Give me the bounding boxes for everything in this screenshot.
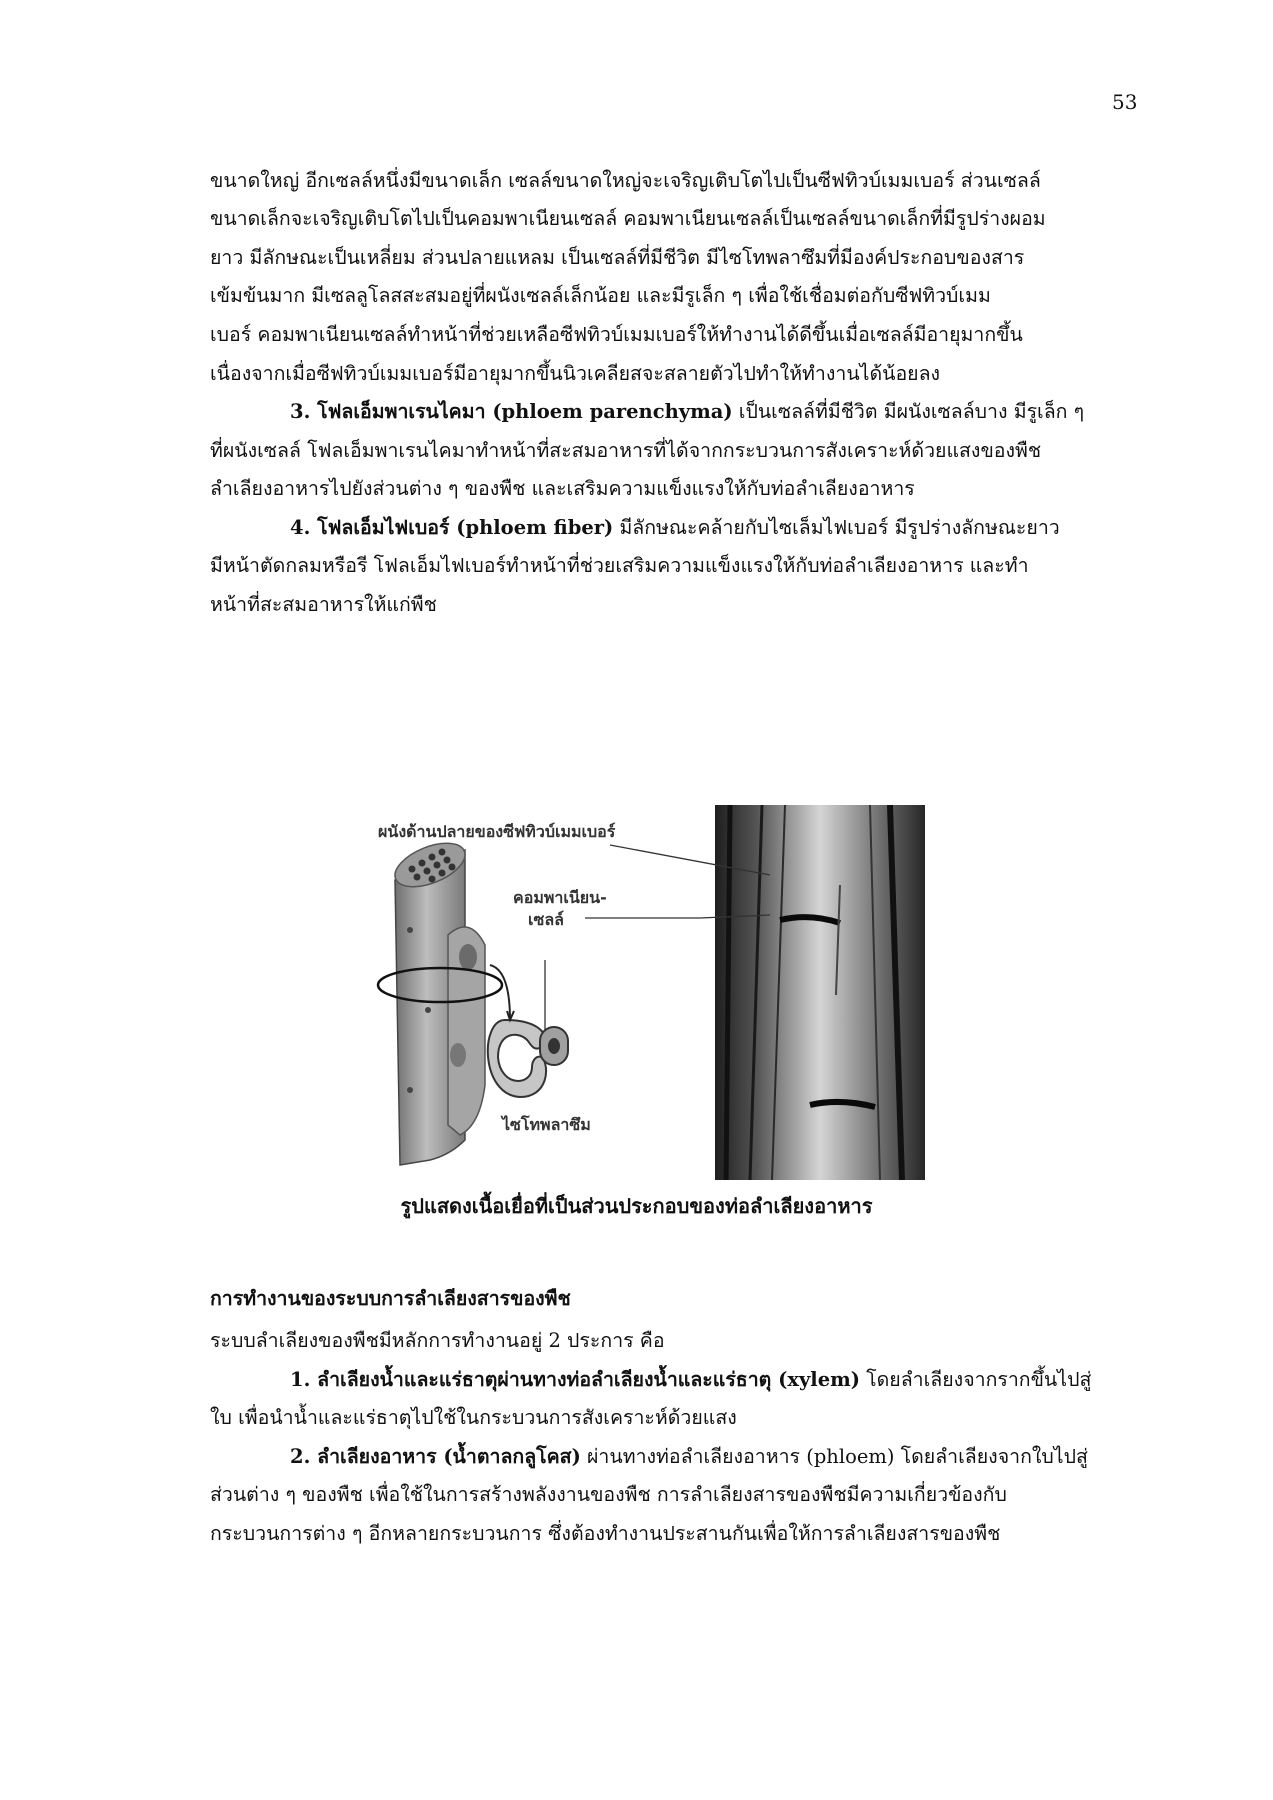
para1-line: ขนาดเล็กจะเจริญเติบโตไปเป็นคอมพาเนียนเซลล์ คอมพาเนียนเซลล์เป็นเซลล์ขนาดเล็กที่มีรูปร่างผอม	[210, 207, 1046, 230]
label-end-wall: ผนังด้านปลายของซีฟทิวบ์เมมเบอร์	[378, 822, 616, 841]
page-number: 53	[1112, 90, 1138, 114]
item3-line: ที่ผนังเซลล์ โฟลเอ็มพาเรนไคมาทำหน้าที่สะสมอาหารที่ได้จากกระบวนการสังเคราะห์ด้วยแสงของพืช	[210, 439, 1042, 462]
label-companion-cell-line1: คอมพาเนียน-	[513, 888, 607, 907]
point1-first-line	[290, 1361, 1130, 1399]
item4-first-line	[290, 509, 1130, 547]
item3-title: 3. โฟลเอ็มพาเรนไคมา (phloem parenchyma)	[290, 400, 733, 423]
item3-line: ลำเลียงอาหารไปยังส่วนต่าง ๆ ของพืช และเสริมความแข็งแรงให้กับท่อลำเลียงอาหาร	[210, 477, 915, 500]
point2-line: ส่วนต่าง ๆ ของพืช เพื่อใช้ในการสร้างพลังงานของพืช การลำเลียงสารของพืชมีความเกี่ยวข้องกับ	[210, 1483, 1007, 1506]
point2-first-line	[290, 1438, 1130, 1476]
label-cytoplasm: ไซโทพลาซึม	[502, 1115, 591, 1134]
point2-text: ผ่านทางท่อลำเลียงอาหาร (phloem) โดยลำเลียงจากใบไปสู่	[580, 1445, 1088, 1468]
item4-line: มีหน้าตัดกลมหรือรี โฟลเอ็มไฟเบอร์ทำหน้าที่ช่วยเสริมความแข็งแรงให้กับท่อลำเลียงอาหาร และทำ	[210, 554, 1029, 577]
intro-text: ระบบลำเลียงของพืชมีหลักการทำงานอยู่ 2 ประการ คือ	[210, 1329, 665, 1352]
point2-line: กระบวนการต่าง ๆ อีกหลายกระบวนการ ซึ่งต้องทำงานประสานกันเพื่อให้การลำเลียงสารของพืช	[210, 1522, 1001, 1545]
item3-first-line	[290, 393, 1130, 431]
item4-text: มีลักษณะคล้ายกับไซเล็มไฟเบอร์ มีรูปร่างลักษณะยาว	[613, 516, 1060, 539]
para1-line: เข้มข้นมาก มีเซลลูโลสสะสมอยู่ที่ผนังเซลล์เล็กน้อย และมีรูเล็ก ๆ เพื่อใช้เชื่อมต่อกับซีฟทิวบ์เมม	[210, 284, 991, 307]
point2-title: 2. ลำเลียงอาหาร (น้ำตาลกลูโคส)	[290, 1445, 581, 1468]
para1-line: ขนาดใหญ่ อีกเซลล์หนึ่งมีขนาดเล็ก เซลล์ขนาดใหญ่จะเจริญเติบโตไปเป็นซีฟทิวบ์เมมเบอร์ ส่วนเซลล์	[210, 169, 1041, 192]
label-companion-cell-line2: เซลล์	[528, 910, 564, 929]
sieve-tube-drawing	[378, 834, 502, 1165]
micrograph	[715, 805, 925, 1180]
item4-line: หน้าที่สะสมอาหารให้แก่พืช	[210, 593, 437, 616]
item3-text: เป็นเซลล์ที่มีชีวิต มีผนังเซลล์บาง มีรูเล็ก ๆ	[732, 400, 1085, 423]
phloem-figure	[370, 805, 925, 1180]
point1-line: ใบ เพื่อนำน้ำและแร่ธาตุไปใช้ในกระบวนการสังเคราะห์ด้วยแสง	[210, 1406, 737, 1429]
point1-title: 1. ลำเลียงน้ำและแร่ธาตุผ่านทางท่อลำเลียงน้ำและแร่ธาตุ (xylem)	[290, 1368, 860, 1391]
item4-title: 4. โฟลเอ็มไฟเบอร์ (phloem fiber)	[290, 516, 614, 539]
section-heading: การทำงานของระบบการลำเลียงสารของพืช	[210, 1287, 571, 1310]
figure-caption: รูปแสดงเนื้อเยื่อที่เป็นส่วนประกอบของท่อลำเลียงอาหาร	[400, 1194, 873, 1218]
point1-text: โดยลำเลียงจากรากขึ้นไปสู่	[859, 1368, 1092, 1391]
cross-section-drawing	[488, 965, 568, 1097]
para1-line: เนื่องจากเมื่อซีฟทิวบ์เมมเบอร์มีอายุมากขึ้นนิวเคลียสจะสลายตัวไปทำให้ทำงานได้น้อยลง	[210, 362, 941, 385]
para1-line: เบอร์ คอมพาเนียนเซลล์ทำหน้าที่ช่วยเหลือซีฟทิวบ์เมมเบอร์ให้ทำงานได้ดีขึ้นเมื่อเซลล์มีอายุมากขึ้น	[210, 323, 1023, 346]
para1-line: ยาว มีลักษณะเป็นเหลี่ยม ส่วนปลายแหลม เป็นเซลล์ที่มีชีวิต มีไซโทพลาซึมที่มีองค์ประกอบของสาร	[210, 246, 1025, 269]
